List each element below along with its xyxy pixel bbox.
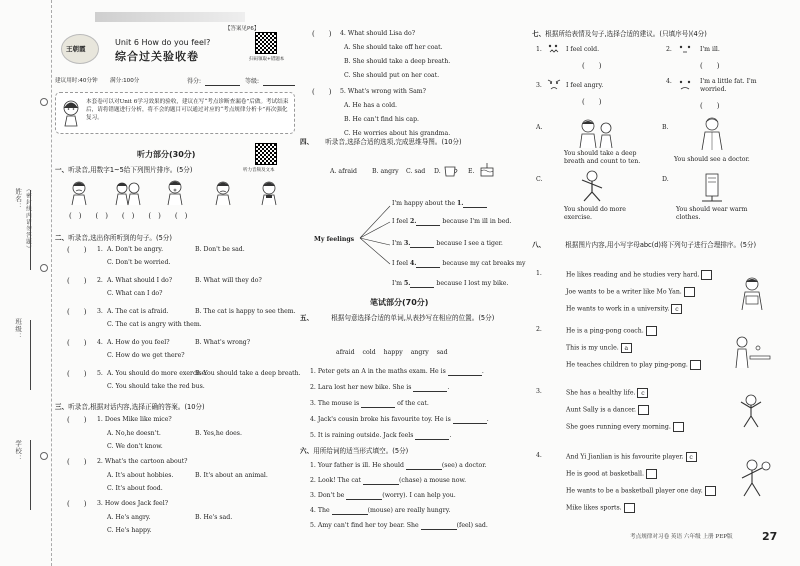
grade-label: 等级: <box>245 78 260 85</box>
answer-blank[interactable] <box>332 514 368 515</box>
item-text: 1. Your father is ill. He should <box>310 462 406 469</box>
fill-in-item <box>310 462 486 470</box>
s7-option-c-label: C. <box>536 176 543 183</box>
option-a: A. It's about hobbies. <box>107 472 174 479</box>
item-text: 2. Lara lost her new bike. She is <box>310 384 414 391</box>
picture-basketball <box>734 458 774 501</box>
coffee-cup-icon <box>443 163 459 180</box>
line-prefix: I feel <box>392 218 410 225</box>
answer-paren[interactable]: ( ) <box>67 308 87 316</box>
option-c: C. Don't be worried. <box>107 259 171 266</box>
section-6-heading <box>300 447 408 455</box>
option-b: B. Yes,he does. <box>195 430 242 437</box>
option-b: B. You should take a deep breath. <box>195 370 301 377</box>
order-box[interactable] <box>690 360 701 370</box>
option-a: A. He has a cold. <box>344 102 397 109</box>
option-a: A. The cat is afraid. <box>107 308 169 315</box>
sentence-text: Aunt Sally is a dancer. <box>566 406 637 414</box>
full-score: 满分:100分 <box>110 78 140 84</box>
page-footer: 考点规律对习卷 英语 六年级 上册 PEP版 <box>630 534 733 540</box>
column-1 <box>55 0 301 566</box>
option-a: A. You should do more exercise. <box>107 370 208 377</box>
column-2 <box>300 0 528 566</box>
section-2-title: 听录音,选出你所听到的句子。(5分) <box>68 234 172 242</box>
sentence-text: He is a ping-pong coach. <box>566 327 644 335</box>
item-text: 2. Look! The cat <box>310 477 363 484</box>
fill-in-item <box>310 384 449 392</box>
mind-map-line <box>392 200 487 208</box>
option-c: C. He's happy. <box>107 527 152 534</box>
section-5-title: 根据句意选择合适的单词,从表抄写在相应的位置。(5分) <box>331 314 495 322</box>
picture-dancer <box>736 394 766 431</box>
ill-face-icon <box>677 42 697 59</box>
section-3-num: 三、 <box>55 403 69 411</box>
answer-blank[interactable] <box>363 484 399 485</box>
section-8-num: 八、 <box>532 241 546 249</box>
answer-paren[interactable]: ( ) <box>67 339 87 347</box>
option-c: C. She should put on her coat. <box>344 72 440 79</box>
qr-caption: 扫码领取+错题本 <box>249 57 285 62</box>
s7-option-b-label: B. <box>662 124 669 131</box>
s7-item-3-paren[interactable]: ( ) <box>582 98 602 106</box>
answer-blank[interactable] <box>453 423 487 424</box>
sentence-line <box>566 304 682 314</box>
binding-hole <box>40 98 48 106</box>
group-number: 2. <box>536 326 542 333</box>
fill-in-item <box>310 416 489 424</box>
birthday-cake-icon <box>478 160 496 181</box>
picture-deep-breath <box>572 118 620 151</box>
s7-item-1-paren[interactable]: ( ) <box>582 62 602 70</box>
option-a: A. No,he doesn't. <box>107 430 161 437</box>
s7-item-4-text: I'm a little fat. I'm worried. <box>700 78 757 93</box>
time-limit: 建议用时:40分钟 <box>55 78 98 84</box>
s4-option-d: D. <box>434 168 441 175</box>
s7-item-3-text: I feel angry. <box>566 82 604 89</box>
sentence-line <box>566 287 695 297</box>
mind-map-line <box>392 260 525 268</box>
sentence-line <box>566 486 716 496</box>
order-box[interactable]: a <box>621 343 632 353</box>
section-8-title: 根据图片内容,用小写字母abc(d)将下列句子进行合理排序。(5分) <box>565 241 757 249</box>
group-number: 1. <box>536 270 542 277</box>
s7-item-2-paren[interactable]: ( ) <box>700 62 720 70</box>
answer-blank[interactable] <box>346 499 382 500</box>
word-bank: afraid cold happy angry sad <box>336 349 448 356</box>
s4-option-a: A. afraid <box>330 168 357 175</box>
answer-blank[interactable] <box>410 287 434 288</box>
answer-paren[interactable]: ( ) <box>67 246 87 254</box>
sentence-text: He is good at basketball. <box>566 470 644 478</box>
order-box[interactable] <box>701 270 712 280</box>
line-suffix: because I lost my bike. <box>434 280 509 287</box>
sentence-line <box>566 343 632 353</box>
answer-blank[interactable] <box>361 407 395 408</box>
header-bar <box>95 12 245 22</box>
line-prefix: I'm <box>392 280 404 287</box>
binding-hole <box>40 264 48 272</box>
item-suffix: of the cat. <box>395 400 429 407</box>
order-box[interactable] <box>673 422 684 432</box>
answer-paren[interactable]: ( ) <box>67 500 87 508</box>
picture-surprised-kid <box>163 178 187 209</box>
fill-in-item <box>310 400 429 408</box>
item-suffix: (chase) a mouse now. <box>398 477 467 484</box>
sentence-text: Mike likes sports. <box>566 504 622 512</box>
order-box[interactable]: c <box>637 388 648 398</box>
option-c: C. How do we get there? <box>107 352 185 359</box>
option-c: C. What can I do? <box>107 290 163 297</box>
item-suffix: (worry). I can help you. <box>382 492 456 499</box>
line-prefix: I'm happy about the <box>392 200 457 207</box>
sentence-line <box>566 469 657 479</box>
line-suffix: because I'm ill in bed. <box>440 218 512 225</box>
sentence-text: She has a healthy life. <box>566 389 636 397</box>
answer-paren[interactable]: ( ) <box>67 458 87 466</box>
section-1-title: 听录音,用数字1~5给下列图片排序。(5分) <box>68 166 193 174</box>
picture-angry-boy <box>211 180 235 209</box>
s7-item-2-text: I'm ill. <box>700 46 720 53</box>
answer-blank[interactable] <box>406 469 442 470</box>
fill-in-item <box>310 432 451 440</box>
school-label: 学校： <box>14 440 23 463</box>
option-c: C. The cat is angry with them. <box>107 321 202 328</box>
question-text: 1. Does Mike like mice? <box>97 416 172 423</box>
audio-qr-caption: 听力音频及文本 <box>243 168 275 173</box>
name-line <box>30 190 31 270</box>
audio-qr-code[interactable] <box>255 143 277 165</box>
s7-item-4-num: 4. <box>666 78 672 85</box>
sentence-line <box>566 452 697 462</box>
order-box[interactable] <box>638 405 649 415</box>
s7-option-d-text: You should wear warm clothes. <box>676 206 748 221</box>
answer-blank[interactable] <box>421 529 457 530</box>
answer-paren[interactable]: ( ) <box>67 277 87 285</box>
group-number: 4. <box>536 452 542 459</box>
option-b: B. What will they do? <box>195 277 262 284</box>
sentence-text: And Yi Jianlian is his favourite player. <box>566 453 684 461</box>
section-3-heading <box>55 403 205 411</box>
answer-blank[interactable] <box>463 207 487 208</box>
item-suffix: . <box>449 432 452 439</box>
option-a: A. She should take off her coat. <box>344 44 443 51</box>
option-b: B. He can't find his cap. <box>344 116 420 123</box>
picture-crying-boy <box>67 180 91 209</box>
s7-option-a-text: You should take a deep breath and count to ten. <box>564 150 641 165</box>
section-6-num: 六、 <box>300 447 314 455</box>
sentence-text: He wants to be a basketball player one day. <box>566 487 703 495</box>
section-7-title: 根据所给表情及句子,选择合适的建议。(只填序号)(4分) <box>545 30 707 38</box>
question-text: 3. How does Jack feel? <box>97 500 169 507</box>
blank-number: 5. <box>403 280 411 287</box>
listening-part-title: 听力部分(30分) <box>137 150 196 159</box>
option-a: A. Don't be angry. <box>107 246 164 253</box>
binding-hole <box>40 452 48 460</box>
line-prefix: I'm <box>392 240 404 247</box>
option-b: B. She should take a deep breath. <box>344 58 451 65</box>
order-box[interactable] <box>624 503 635 513</box>
item-text: 4. The <box>310 507 332 514</box>
s4-option-b: B. angry <box>372 168 399 175</box>
picture-sick-kid <box>257 180 281 209</box>
section-1-num: 一、 <box>55 166 69 174</box>
question-number: 2. <box>97 277 103 284</box>
section-1-answer-parens[interactable]: ( ) ( ) ( ) ( ) ( ) <box>69 212 188 220</box>
sentence-line <box>566 388 648 398</box>
column-3 <box>532 0 794 566</box>
question-text: 4. What should Lisa do? <box>340 30 416 37</box>
sentence-text: Joe wants to be a writer like Mo Yan. <box>566 288 682 296</box>
option-b: B. Don't be sad. <box>195 246 245 253</box>
fill-in-item <box>310 507 450 515</box>
mind-map-line <box>392 240 503 248</box>
class-line <box>30 320 31 390</box>
s7-item-2-num: 2. <box>666 46 672 53</box>
section-2-heading <box>55 234 172 242</box>
group-number: 3. <box>536 388 542 395</box>
answer-blank[interactable] <box>415 439 449 440</box>
section-7-heading <box>532 30 707 38</box>
line-suffix: because I see a tiger. <box>434 240 503 247</box>
option-b: B. He's sad. <box>195 514 233 521</box>
item-suffix: . <box>481 368 484 375</box>
question-text: 5. What's wrong with Sam? <box>340 88 426 95</box>
question-number: 4. <box>97 339 103 346</box>
sentence-line <box>566 503 635 513</box>
angry-face-icon <box>546 77 566 94</box>
answer-paren[interactable]: ( ) <box>67 370 87 378</box>
written-part-title: 笔试部分(70分) <box>370 298 429 307</box>
sentence-line <box>566 360 701 370</box>
section-6-title: 用所给词的适当形式填空。(5分) <box>313 447 409 455</box>
seal-note: （密封线内请勿答题） <box>24 186 31 252</box>
picture-warm-clothes <box>692 168 732 205</box>
section-2-num: 二、 <box>55 234 69 242</box>
item-suffix: . <box>447 384 450 391</box>
tip-text: 本套卷可以对Unit 6学习效果的验收，建议在写“考点诊断查漏卷”后做。考试结束后，请将错题进行分析，将不会的题目可以通过对应的“考点规律分析卡”再次强化复习。 <box>86 99 289 122</box>
sentence-line <box>566 405 649 415</box>
item-suffix: (feel) sad. <box>456 522 488 529</box>
item-text: 1. Peter gets an A in the maths exam. He is <box>310 368 448 375</box>
picture-reading-boy <box>734 276 770 313</box>
picture-doctor <box>692 116 736 153</box>
brand-logo <box>61 34 99 64</box>
fill-in-item <box>310 522 488 530</box>
option-a: A. He's angry. <box>107 514 151 521</box>
blank-number: 4. <box>409 260 417 267</box>
sentence-text: He likes reading and he studies very hard. <box>566 271 700 279</box>
section-7-num: 七、 <box>532 30 546 38</box>
order-box[interactable]: c <box>686 452 697 462</box>
question-text: 2. What's the cartoon about? <box>97 458 188 465</box>
sentence-line <box>566 270 712 280</box>
s7-option-b-text: You should see a doctor. <box>674 156 750 163</box>
s7-item-4-paren[interactable]: ( ) <box>700 102 720 110</box>
order-box[interactable]: c <box>671 304 682 314</box>
option-b: B. What's wrong? <box>195 339 251 346</box>
option-b: B. It's about an animal. <box>195 472 268 479</box>
blank-number: 2. <box>409 218 417 225</box>
line-prefix: I feel <box>392 260 410 267</box>
item-suffix: (see) a doctor. <box>441 462 487 469</box>
picture-ping-pong <box>728 334 772 371</box>
section-5-num: 五、 <box>300 314 314 322</box>
option-b: B. The cat is happy to see them. <box>195 308 296 315</box>
blank-number: 3. <box>403 240 411 247</box>
school-line <box>30 440 31 510</box>
cold-face-icon <box>546 42 566 59</box>
item-text: 4. Jack's cousin broke his favourite toy. He is <box>310 416 453 423</box>
mind-map-center: My feelings <box>314 236 355 243</box>
qr-code[interactable] <box>255 32 277 54</box>
mind-map-line <box>392 280 508 288</box>
mind-map-line <box>392 218 511 226</box>
s4-option-c: C. sad <box>406 168 426 175</box>
fill-in-item <box>310 477 466 485</box>
girl-icon <box>60 99 82 127</box>
section-3-title: 听录音,根据对话内容,选择正确的答案。(10分) <box>68 403 205 411</box>
sentence-line <box>566 422 684 432</box>
option-c: C. We don't know. <box>107 443 163 450</box>
sentence-text: He wants to work in a university. <box>566 305 670 313</box>
tip-box <box>55 92 295 134</box>
line-suffix: because my cat breaks my <box>440 260 526 267</box>
item-suffix: (mouse) are really hungry. <box>367 507 451 514</box>
item-suffix: . <box>486 416 489 423</box>
section-4-title: 听录音,选择合适的选项,完成思维导图。(10分) <box>325 138 462 146</box>
s7-option-c-text: You should do more exercise. <box>564 206 626 221</box>
order-box[interactable] <box>684 287 695 297</box>
section-4-heading <box>300 138 462 146</box>
s7-item-1-text: I feel cold. <box>566 46 600 53</box>
section-1-heading <box>55 166 192 174</box>
answer-blank[interactable] <box>448 375 482 376</box>
sentence-line <box>566 326 657 336</box>
option-a: A. What should I do? <box>107 277 173 284</box>
question-number: 3. <box>97 308 103 315</box>
item-text: 3. The mouse is <box>310 400 362 407</box>
answer-paren[interactable]: ( ) <box>312 88 332 96</box>
worried-face-icon <box>677 78 697 95</box>
picture-exercise <box>572 170 612 205</box>
option-c: C. You should take the red bus. <box>107 383 205 390</box>
score-blank[interactable] <box>205 85 240 86</box>
brand-logo-text: 王朝霞 <box>66 45 86 53</box>
item-text: 5. It is raining outside. Jack feels <box>310 432 416 439</box>
sentence-text: He teaches children to play ping-pong. <box>566 361 688 369</box>
score-label: 得分: <box>187 78 202 85</box>
option-a: A. How do you feel? <box>107 339 170 346</box>
name-label: 姓名： <box>14 188 23 211</box>
order-box[interactable] <box>705 486 716 496</box>
s7-item-1-num: 1. <box>536 46 542 53</box>
s7-option-d-label: D. <box>662 176 669 183</box>
fill-in-item <box>310 492 456 500</box>
answer-paren[interactable]: ( ) <box>312 30 332 38</box>
class-label: 班级： <box>14 318 23 341</box>
sentence-text: She goes running every morning. <box>566 423 671 431</box>
s7-item-3-num: 3. <box>536 82 542 89</box>
option-c: C. It's about food. <box>107 485 163 492</box>
picture-two-kids <box>113 180 143 209</box>
binding-margin <box>0 0 52 566</box>
blank-number: 1. <box>456 200 464 207</box>
item-text: 5. Amy can't find her toy bear. She <box>310 522 421 529</box>
section-5-heading <box>300 314 494 322</box>
section-8-heading <box>532 240 782 251</box>
answer-blank[interactable] <box>416 225 440 226</box>
question-number: 5. <box>97 370 103 377</box>
answer-ref: 【答案见P6】 <box>225 26 260 32</box>
s4-option-e: E. <box>468 168 475 175</box>
question-number: 1. <box>97 246 103 253</box>
s7-option-a-label: A. <box>536 124 543 131</box>
fill-in-item <box>310 368 484 376</box>
order-box[interactable] <box>646 469 657 479</box>
grade-blank[interactable] <box>263 85 295 86</box>
paper-title: 综合过关验收卷 <box>115 50 199 63</box>
section-4-num: 四、 <box>300 138 314 146</box>
answer-blank[interactable] <box>410 247 434 248</box>
order-box[interactable] <box>646 326 657 336</box>
answer-paren[interactable]: ( ) <box>67 416 87 424</box>
page-number: 27 <box>762 530 778 543</box>
option-c: C. He worries about his grandma. <box>344 130 451 137</box>
sentence-text: This is my uncle. <box>566 344 619 352</box>
answer-blank[interactable] <box>413 391 447 392</box>
answer-blank[interactable] <box>416 267 440 268</box>
item-text: 3. Don't be <box>310 492 347 499</box>
unit-title: Unit 6 How do you feel? <box>115 38 211 47</box>
